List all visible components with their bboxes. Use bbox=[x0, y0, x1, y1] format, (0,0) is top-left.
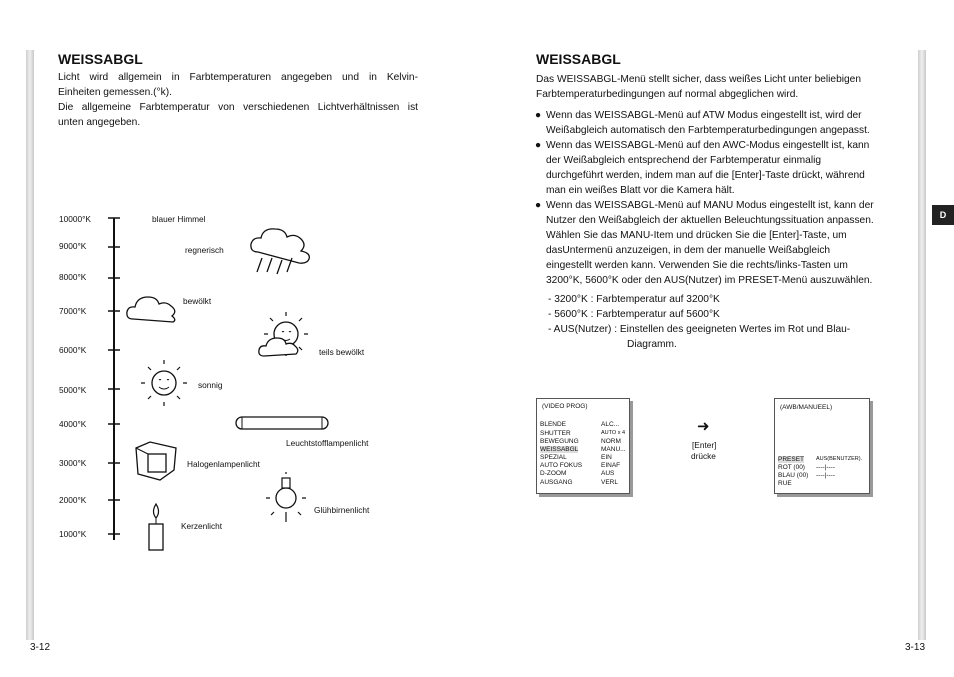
scale-tick-label: 2000°K bbox=[59, 495, 87, 505]
fluorescent-tube-icon bbox=[232, 414, 332, 432]
left-intro bbox=[58, 70, 418, 130]
label-bewoelkt: bewölkt bbox=[183, 296, 212, 306]
menu-item[interactable]: D-ZOOM bbox=[540, 470, 567, 477]
preset-3200: - 3200°K : Farbtemperatur auf 3200°K bbox=[548, 294, 720, 305]
scale-tick-label: 1000°K bbox=[59, 529, 87, 539]
left-intro-line: Licht wird allgemein in Farbtemperaturen angegeben und in Kelvin- bbox=[58, 72, 418, 83]
right-page-edge bbox=[918, 50, 926, 640]
menu-value: MANU... bbox=[601, 446, 626, 453]
bullet-symbol: ● bbox=[535, 110, 542, 121]
bullet-line: Wählen Sie das MANU-Item und drücken Sie die [Enter]-Taste, um bbox=[546, 230, 847, 241]
halogen-lamp-icon bbox=[134, 440, 180, 482]
bullet-awc bbox=[535, 138, 906, 198]
menu-value: ----|---- bbox=[816, 472, 836, 479]
menu-value: ALC... bbox=[601, 421, 620, 428]
left-page-number: 3-12 bbox=[30, 642, 51, 653]
menu-item-selected[interactable]: WEISSABGL bbox=[540, 446, 579, 453]
scale-tick-label: 6000°K bbox=[59, 345, 87, 355]
right-page-number: 3-13 bbox=[905, 642, 926, 653]
scale-tick-label: 8000°K bbox=[59, 272, 87, 282]
bullet-line: man ein weißes Blatt vor die Kamera hält. bbox=[546, 185, 735, 196]
menu-item[interactable]: SHUTTER bbox=[540, 430, 571, 437]
menu-item[interactable]: RUE bbox=[778, 480, 792, 487]
label-teils-bewoelkt: teils bewölkt bbox=[319, 347, 365, 357]
scale-tick-label: 3000°K bbox=[59, 458, 87, 468]
right-intro bbox=[536, 72, 906, 102]
menu-item[interactable]: SPEZIAL bbox=[540, 454, 567, 461]
menu-value: AUS bbox=[601, 470, 615, 477]
label-halogen: Halogenlampenlicht bbox=[187, 459, 260, 469]
menu-item[interactable]: ROT (00) bbox=[778, 464, 805, 471]
bullet-line: dasUntermenü anzuzeigen, in dem der manuelle Weißabgleich bbox=[546, 245, 831, 256]
bullet-line: der Weißabgleich entsprechend der Farbtemperatur einmalig bbox=[546, 155, 822, 166]
candle-icon bbox=[146, 502, 166, 550]
bullet-symbol: ● bbox=[535, 140, 542, 151]
bullet-line: 3200°K, 5600°K oder den AUS(Nutzer) im PRESET-Menü auszuwählen. bbox=[546, 275, 873, 286]
bullet-manu bbox=[535, 198, 906, 288]
scale-tick-label: 10000°K bbox=[59, 214, 91, 224]
menu-title: (AWB/MANUEEL) bbox=[780, 404, 833, 411]
cloud-icon bbox=[125, 293, 181, 325]
left-page-edge bbox=[26, 50, 34, 640]
bullet-line: durchgeführt werden, indem man auf die [Enter]-Taste drückt, während bbox=[546, 170, 865, 181]
right-intro-line: Das WEISSABGL-Menü stellt sicher, dass weißes Licht unter beliebigen bbox=[536, 74, 862, 85]
label-leuchtstoff: Leuchtstofflampenlicht bbox=[286, 438, 369, 448]
rain-cloud-icon bbox=[248, 226, 320, 278]
label-blauer-himmel: blauer Himmel bbox=[152, 214, 206, 224]
arrow-right-icon: ➜ bbox=[697, 417, 710, 435]
sun-icon bbox=[140, 358, 190, 408]
bullet-symbol: ● bbox=[535, 200, 542, 211]
left-intro-line: Einheiten gemessen.(°k). bbox=[58, 87, 172, 98]
partly-cloudy-icon bbox=[258, 312, 310, 364]
menu-item[interactable]: BLAU (00) bbox=[778, 472, 809, 479]
menu-item[interactable]: AUSGANG bbox=[540, 479, 573, 486]
menu-item[interactable]: AUTO FOKUS bbox=[540, 462, 583, 469]
menu-value: VERL bbox=[601, 479, 618, 486]
awb-manueel-menu bbox=[774, 398, 870, 494]
menu-item[interactable]: BEWEGUNG bbox=[540, 438, 579, 445]
bullet-line: Wenn das WEISSABGL-Menü auf MANU Modus eingestellt ist, kann der bbox=[546, 200, 874, 211]
enter-caption: drücke bbox=[691, 451, 716, 461]
menu-value: AUTO x 4 bbox=[601, 430, 626, 436]
menu-value: AUS(BENUTZER). bbox=[816, 456, 863, 462]
menu-item[interactable]: BLENDE bbox=[540, 421, 567, 428]
menu-title: (VIDEO PROG) bbox=[542, 403, 588, 410]
bullet-line: Wenn das WEISSABGL-Menü auf ATW Modus eingestellt ist, wird der bbox=[546, 110, 862, 121]
right-heading: WEISSABGL bbox=[536, 51, 621, 67]
label-regnerisch: regnerisch bbox=[185, 245, 224, 255]
scale-tick-label: 4000°K bbox=[59, 419, 87, 429]
label-gluehbirne: Glühbirnenlicht bbox=[314, 505, 370, 515]
menu-value: EINAF bbox=[601, 462, 621, 469]
preset-aus-nutzer: - AUS(Nutzer) : Einstellen des geeigneten Wertes im Rot und Blau- bbox=[548, 324, 851, 335]
label-kerzen: Kerzenlicht bbox=[181, 521, 223, 531]
bullet-line: Wenn das WEISSABGL-Menü auf den AWC-Modus eingestellt ist, kann bbox=[546, 140, 870, 151]
bullet-line: Weißabgleich automatisch den Farbtemperaturbedingungen angepasst. bbox=[546, 125, 870, 136]
scale-tick-label: 7000°K bbox=[59, 306, 87, 316]
right-intro-line: Farbtemperaturbedingungen auf normal abgeglichen wird. bbox=[536, 89, 799, 100]
preset-aus-nutzer-cont: Diagramm. bbox=[627, 339, 677, 350]
bullet-line: eingestellt werden kann. Verwenden Sie die rechts/links-Tasten um bbox=[546, 260, 848, 271]
left-intro-line: Die allgemeine Farbtemperatur von verschiedenen Lichtverhältnissen ist bbox=[58, 102, 418, 113]
menu-item-selected[interactable]: PRESET bbox=[778, 456, 805, 463]
label-sonnig: sonnig bbox=[198, 380, 223, 390]
bullet-atw bbox=[535, 108, 906, 138]
kelvin-scale-line bbox=[100, 210, 130, 550]
chapter-tab: D bbox=[932, 205, 954, 225]
bullet-line: Nutzer den Weißabgleich der aktuellen Beleuchtungssituation anpassen. bbox=[546, 215, 874, 226]
enter-caption: [Enter] bbox=[692, 440, 717, 450]
preset-5600: - 5600°K : Farbtemperatur auf 5600°K bbox=[548, 309, 720, 320]
light-bulb-icon bbox=[266, 472, 306, 528]
menu-value: EIN bbox=[601, 454, 612, 461]
scale-tick-label: 9000°K bbox=[59, 241, 87, 251]
scale-tick-label: 5000°K bbox=[59, 385, 87, 395]
video-prog-menu bbox=[536, 398, 630, 494]
menu-value: NORM bbox=[601, 438, 621, 445]
menu-value: ----|---- bbox=[816, 464, 836, 471]
left-intro-line: unten angegeben. bbox=[58, 117, 141, 128]
left-heading: WEISSABGL bbox=[58, 51, 143, 67]
